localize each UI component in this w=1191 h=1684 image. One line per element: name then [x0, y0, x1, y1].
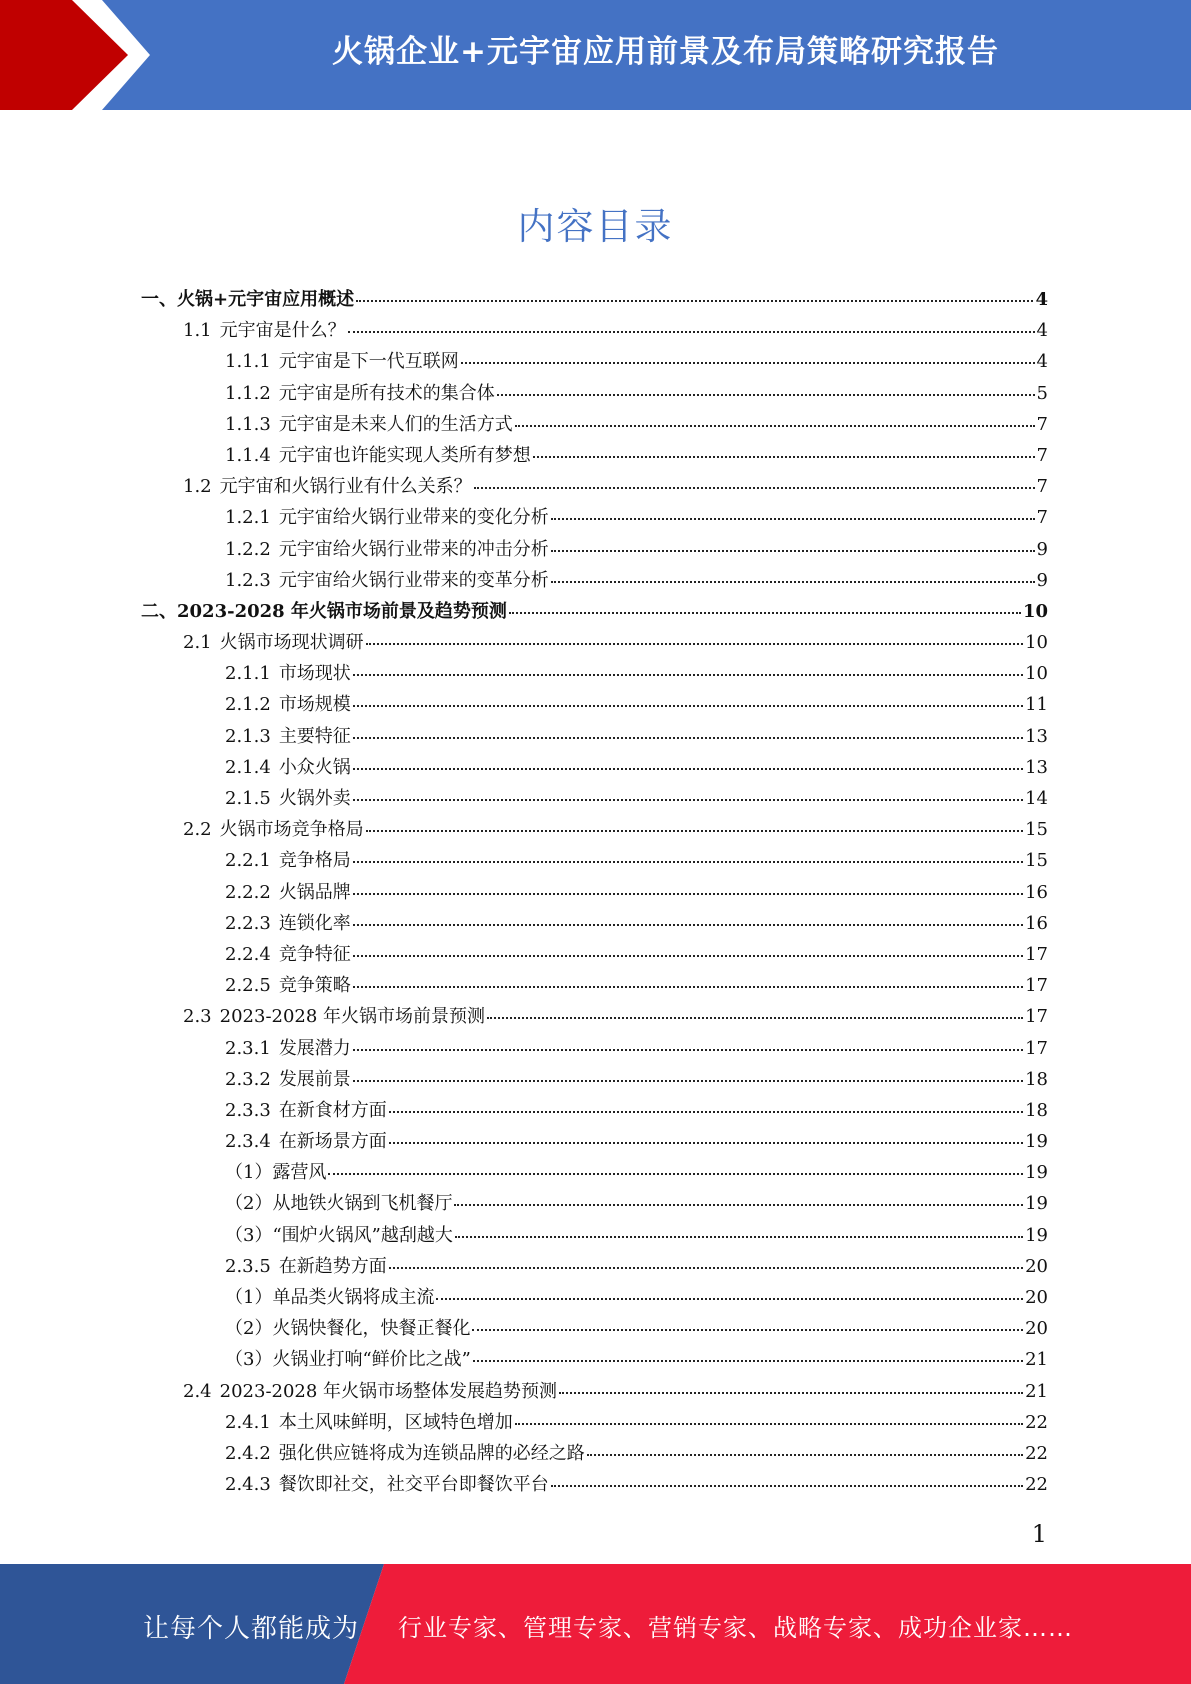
toc-entry-title: 市场现状: [278, 663, 351, 685]
report-footer: [0, 1564, 1191, 1684]
toc-entry[interactable]: [141, 410, 1048, 441]
toc-entry-number: 2.4.2: [225, 1442, 271, 1464]
toc-entry-title: 火锅品牌: [278, 881, 351, 903]
toc-entry-number: 2.3.4: [225, 1131, 271, 1153]
toc-entry-page: 14: [1025, 788, 1048, 809]
toc-dot-leader: [515, 425, 1035, 427]
toc-dot-leader: [559, 1392, 1023, 1394]
toc-dot-leader: [474, 487, 1035, 489]
toc-dot-leader: [551, 1485, 1023, 1487]
toc-entry-page: 21: [1025, 1380, 1048, 1402]
toc-dot-leader: [328, 1173, 1023, 1175]
toc-entry-title: 元宇宙给火锅行业带来的变革分析: [278, 569, 549, 591]
toc-entry-page: 17: [1025, 975, 1048, 997]
toc-entry[interactable]: [141, 347, 1048, 378]
toc-dot-leader: [461, 362, 1035, 364]
toc-entry-page: 7: [1036, 476, 1048, 498]
toc-entry[interactable]: [141, 1314, 1048, 1345]
toc-entry[interactable]: [141, 1408, 1048, 1439]
toc-entry-number: 2.1.5: [225, 788, 271, 809]
toc-entry-title: 在新食材方面: [278, 1099, 387, 1121]
toc-dot-leader: [472, 1329, 1023, 1331]
toc-entry-title: 火锅外卖: [278, 788, 351, 809]
toc-dot-leader: [454, 1204, 1023, 1206]
toc-entry[interactable]: [141, 316, 1048, 347]
toc-entry-title: 2023-2028 年火锅市场前景及趋势预测: [177, 600, 507, 622]
toc-entry[interactable]: [141, 722, 1048, 753]
toc-dot-leader: [353, 955, 1023, 957]
toc-entry-title: 元宇宙是什么？: [219, 320, 346, 342]
toc-dot-leader: [587, 1454, 1023, 1456]
toc-entry-number: 2.1: [183, 632, 212, 654]
toc-entry-number: 2.1.3: [225, 725, 271, 747]
toc-entry-page: 19: [1025, 1193, 1048, 1215]
toc-entry-title: 在新趋势方面: [278, 1255, 387, 1277]
toc-entry-number: 1.2.1: [225, 507, 271, 529]
toc-dot-leader: [551, 550, 1035, 552]
toc-entry-number: （3）: [225, 1224, 273, 1246]
toc-entry-page: 19: [1025, 1162, 1048, 1184]
toc-dot-leader: [353, 861, 1023, 863]
toc-entry-title: 元宇宙是未来人们的生活方式: [278, 413, 513, 435]
toc-entry-page: 15: [1025, 819, 1048, 841]
page-number: 1: [1031, 1520, 1047, 1548]
toc-entry-number: 2.3.2: [225, 1068, 271, 1090]
toc-entry[interactable]: [141, 784, 1048, 815]
toc-entry-title: “围炉火锅风”越刮越大: [272, 1224, 453, 1246]
toc-entry-title: 元宇宙也许能实现人类所有梦想: [278, 444, 531, 466]
toc-entry-number: （2）: [225, 1193, 273, 1215]
toc-entry-title: 本土风味鲜明，区域特色增加: [278, 1411, 513, 1433]
toc-entry-page: 4: [1036, 320, 1048, 342]
toc-entry-number: （3）: [225, 1349, 273, 1371]
toc-entry-number: 2.2.2: [225, 881, 271, 903]
toc-dot-leader: [353, 1049, 1023, 1051]
toc-entry[interactable]: [141, 503, 1048, 534]
toc-entry-page: 18: [1025, 1099, 1048, 1121]
toc-dot-leader: [509, 612, 1021, 614]
toc-entry-title: 火锅市场竞争格局: [219, 819, 364, 841]
toc-entry-title: 露营风: [272, 1162, 327, 1184]
toc-entry-page: 16: [1025, 881, 1048, 903]
toc-entry-number: 1.1.2: [225, 382, 271, 404]
toc-entry-number: 2.2.5: [225, 975, 271, 997]
toc-entry-page: 22: [1025, 1474, 1048, 1496]
toc-entry[interactable]: [141, 1127, 1048, 1158]
toc-entry-number: 2.4.1: [225, 1411, 271, 1433]
toc-entry-number: 2.4.3: [225, 1474, 271, 1496]
toc-dot-leader: [389, 1111, 1023, 1113]
toc-entry-title: 火锅+元宇宙应用概述: [177, 289, 355, 310]
toc-entry-number: 2.3: [183, 1006, 212, 1028]
toc-entry-page: 17: [1025, 943, 1048, 965]
toc-entry[interactable]: [141, 379, 1048, 410]
toc-entry-page: 10: [1022, 600, 1048, 622]
toc-entry[interactable]: [141, 1002, 1048, 1033]
toc-dot-leader: [353, 924, 1023, 926]
toc-dot-leader: [356, 300, 1033, 302]
toc-entry-number: 一、: [141, 289, 177, 310]
toc-entry[interactable]: [141, 659, 1048, 690]
toc-dot-leader: [353, 893, 1023, 895]
toc-dot-leader: [353, 737, 1023, 739]
toc-dot-leader: [515, 1423, 1023, 1425]
toc-entry[interactable]: [141, 597, 1048, 628]
toc-entry-page: 17: [1025, 1037, 1048, 1059]
toc-entry-number: 2.1.2: [225, 694, 271, 716]
toc-heading: 内容目录: [517, 205, 674, 248]
toc-entry[interactable]: [141, 846, 1048, 877]
toc-entry-page: 7: [1036, 507, 1048, 529]
toc-entry[interactable]: [141, 690, 1048, 721]
toc-entry-title: 竞争策略: [278, 975, 351, 997]
toc-entry-title: 元宇宙给火锅行业带来的变化分析: [278, 507, 549, 529]
toc-dot-leader: [551, 518, 1035, 520]
toc-entry-page: 22: [1025, 1442, 1048, 1464]
toc-entry-title: 火锅市场现状调研: [219, 632, 364, 654]
toc-entry-page: 20: [1025, 1287, 1048, 1308]
toc-dot-leader: [353, 799, 1023, 801]
toc-entry-number: 1.2: [183, 476, 212, 498]
toc-entry-number: 2.2: [183, 819, 212, 841]
toc-entry-page: 13: [1025, 725, 1048, 747]
toc-entry-title: 市场规模: [278, 694, 351, 716]
toc-entry-page: 22: [1025, 1411, 1048, 1433]
toc-entry[interactable]: [141, 628, 1048, 659]
toc-entry-page: 9: [1036, 538, 1048, 560]
toc-entry-number: 2.3.1: [225, 1037, 271, 1059]
toc-entry[interactable]: [141, 940, 1048, 971]
toc-entry-title: 2023-2028 年火锅市场整体发展趋势预测: [219, 1380, 558, 1402]
toc-entry-number: 二、: [141, 600, 177, 622]
toc-entry[interactable]: [141, 909, 1048, 940]
toc-entry[interactable]: [141, 1377, 1048, 1408]
toc-dot-leader: [436, 1298, 1023, 1300]
toc-entry[interactable]: [141, 971, 1048, 1002]
toc-entry-page: 16: [1025, 912, 1048, 934]
toc-entry[interactable]: [141, 1439, 1048, 1470]
toc-dot-leader: [353, 674, 1023, 676]
toc-entry-page: 4: [1036, 351, 1048, 373]
toc-dot-leader: [487, 1017, 1023, 1019]
toc-entry-page: 19: [1025, 1224, 1048, 1246]
toc-entry[interactable]: [141, 1345, 1048, 1376]
toc-entry-title: 单品类火锅将成主流: [272, 1287, 435, 1308]
toc-entry-number: 2.1.4: [225, 756, 271, 778]
toc-entry[interactable]: [141, 1034, 1048, 1065]
toc-entry-number: 2.4: [183, 1380, 212, 1402]
toc-entry-page: 9: [1036, 569, 1048, 591]
toc-dot-leader: [366, 830, 1023, 832]
toc-dot-leader: [473, 1360, 1023, 1362]
toc-entry[interactable]: [141, 1252, 1048, 1283]
toc-entry[interactable]: [141, 1189, 1048, 1220]
toc-entry-number: 2.3.3: [225, 1099, 271, 1121]
toc-dot-leader: [353, 705, 1023, 707]
toc-dot-leader: [389, 1142, 1023, 1144]
toc-entry[interactable]: [141, 815, 1048, 846]
toc-dot-leader: [551, 581, 1035, 583]
footer-slogan: 让每个人都能成为: [143, 1614, 360, 1644]
toc-entry[interactable]: [141, 1283, 1048, 1314]
toc-entry-page: 20: [1025, 1318, 1048, 1340]
toc-entry[interactable]: [141, 878, 1048, 909]
toc-entry-title: 餐饮即社交，社交平台即餐饮平台: [278, 1474, 549, 1496]
toc-entry-title: 火锅业打响“鲜价比之战”: [272, 1349, 471, 1371]
toc-entry[interactable]: [141, 1096, 1048, 1127]
toc-entry-title: 元宇宙和火锅行业有什么关系？: [219, 476, 472, 498]
toc-dot-leader: [366, 643, 1023, 645]
toc-entry[interactable]: [141, 472, 1048, 503]
toc-entry-page: 11: [1025, 694, 1048, 716]
toc-entry-title: 元宇宙是下一代互联网: [278, 351, 459, 373]
toc-entry-page: 15: [1025, 850, 1048, 872]
toc-entry-number: （1）: [225, 1162, 273, 1184]
toc-entry-number: 2.3.5: [225, 1255, 271, 1277]
report-title: 火锅企业+元宇宙应用前景及布局策略研究报告: [332, 34, 999, 70]
toc-entry-page: 5: [1036, 382, 1048, 404]
toc-entry-page: 17: [1025, 1006, 1048, 1028]
toc-entry-title: 竞争特征: [278, 943, 351, 965]
toc-entry-title: 元宇宙给火锅行业带来的冲击分析: [278, 538, 549, 560]
toc-entry[interactable]: [141, 441, 1048, 472]
toc-entry[interactable]: [141, 285, 1048, 316]
toc-entry-page: 7: [1036, 413, 1048, 435]
toc-entry[interactable]: [141, 535, 1048, 566]
toc-entry-title: 在新场景方面: [278, 1131, 387, 1153]
toc-entry-number: 1.1: [183, 320, 212, 342]
toc-entry-title: 从地铁火锅到飞机餐厅: [272, 1193, 453, 1215]
toc-entry[interactable]: [141, 753, 1048, 784]
toc-entry-page: 10: [1025, 663, 1048, 685]
toc-entry-title: 竞争格局: [278, 850, 351, 872]
toc-entry[interactable]: [141, 1065, 1048, 1096]
table-of-contents: [141, 285, 1048, 1501]
toc-entry[interactable]: [141, 1158, 1048, 1189]
toc-entry-number: 1.1.4: [225, 444, 271, 466]
toc-entry[interactable]: [141, 1221, 1048, 1252]
toc-entry-title: 连锁化率: [278, 912, 351, 934]
report-header: [0, 0, 1191, 110]
toc-entry-page: 4: [1035, 289, 1048, 310]
toc-entry-page: 13: [1025, 756, 1048, 778]
toc-entry-page: 20: [1025, 1255, 1048, 1277]
toc-dot-leader: [497, 394, 1035, 396]
toc-entry-title: 2023-2028 年火锅市场前景预测: [219, 1006, 486, 1028]
toc-dot-leader: [455, 1236, 1023, 1238]
toc-entry-number: 2.1.1: [225, 663, 271, 685]
toc-dot-leader: [348, 331, 1035, 333]
toc-entry-number: 2.2.1: [225, 850, 271, 872]
toc-entry-title: 元宇宙是所有技术的集合体: [278, 382, 495, 404]
toc-entry-number: 2.2.3: [225, 912, 271, 934]
toc-entry-number: （2）: [225, 1318, 273, 1340]
toc-entry[interactable]: [141, 566, 1048, 597]
toc-entry-page: 18: [1025, 1068, 1048, 1090]
toc-entry-number: （1）: [225, 1287, 273, 1308]
toc-entry-page: 19: [1025, 1131, 1048, 1153]
toc-entry-title: 发展前景: [278, 1068, 351, 1090]
toc-entry-title: 发展潜力: [278, 1037, 351, 1059]
toc-entry-page: 21: [1025, 1349, 1048, 1371]
toc-entry-number: 1.2.3: [225, 569, 271, 591]
toc-entry-title: 主要特征: [278, 725, 351, 747]
toc-entry-number: 2.2.4: [225, 943, 271, 965]
toc-entry[interactable]: [141, 1470, 1048, 1501]
toc-entry-title: 小众火锅: [278, 756, 351, 778]
footer-roles: 行业专家、管理专家、营销专家、战略专家、成功企业家……: [398, 1614, 1073, 1642]
toc-dot-leader: [353, 768, 1023, 770]
toc-entry-page: 10: [1025, 632, 1048, 654]
toc-dot-leader: [533, 456, 1035, 458]
toc-entry-number: 1.1.3: [225, 413, 271, 435]
toc-dot-leader: [353, 1080, 1023, 1082]
toc-dot-leader: [389, 1267, 1023, 1269]
toc-entry-number: 1.1.1: [225, 351, 271, 373]
toc-entry-page: 7: [1036, 444, 1048, 466]
toc-entry-title: 火锅快餐化，快餐正餐化: [272, 1318, 471, 1340]
toc-entry-title: 强化供应链将成为连锁品牌的必经之路: [278, 1442, 585, 1464]
toc-entry-number: 1.2.2: [225, 538, 271, 560]
toc-dot-leader: [353, 986, 1023, 988]
